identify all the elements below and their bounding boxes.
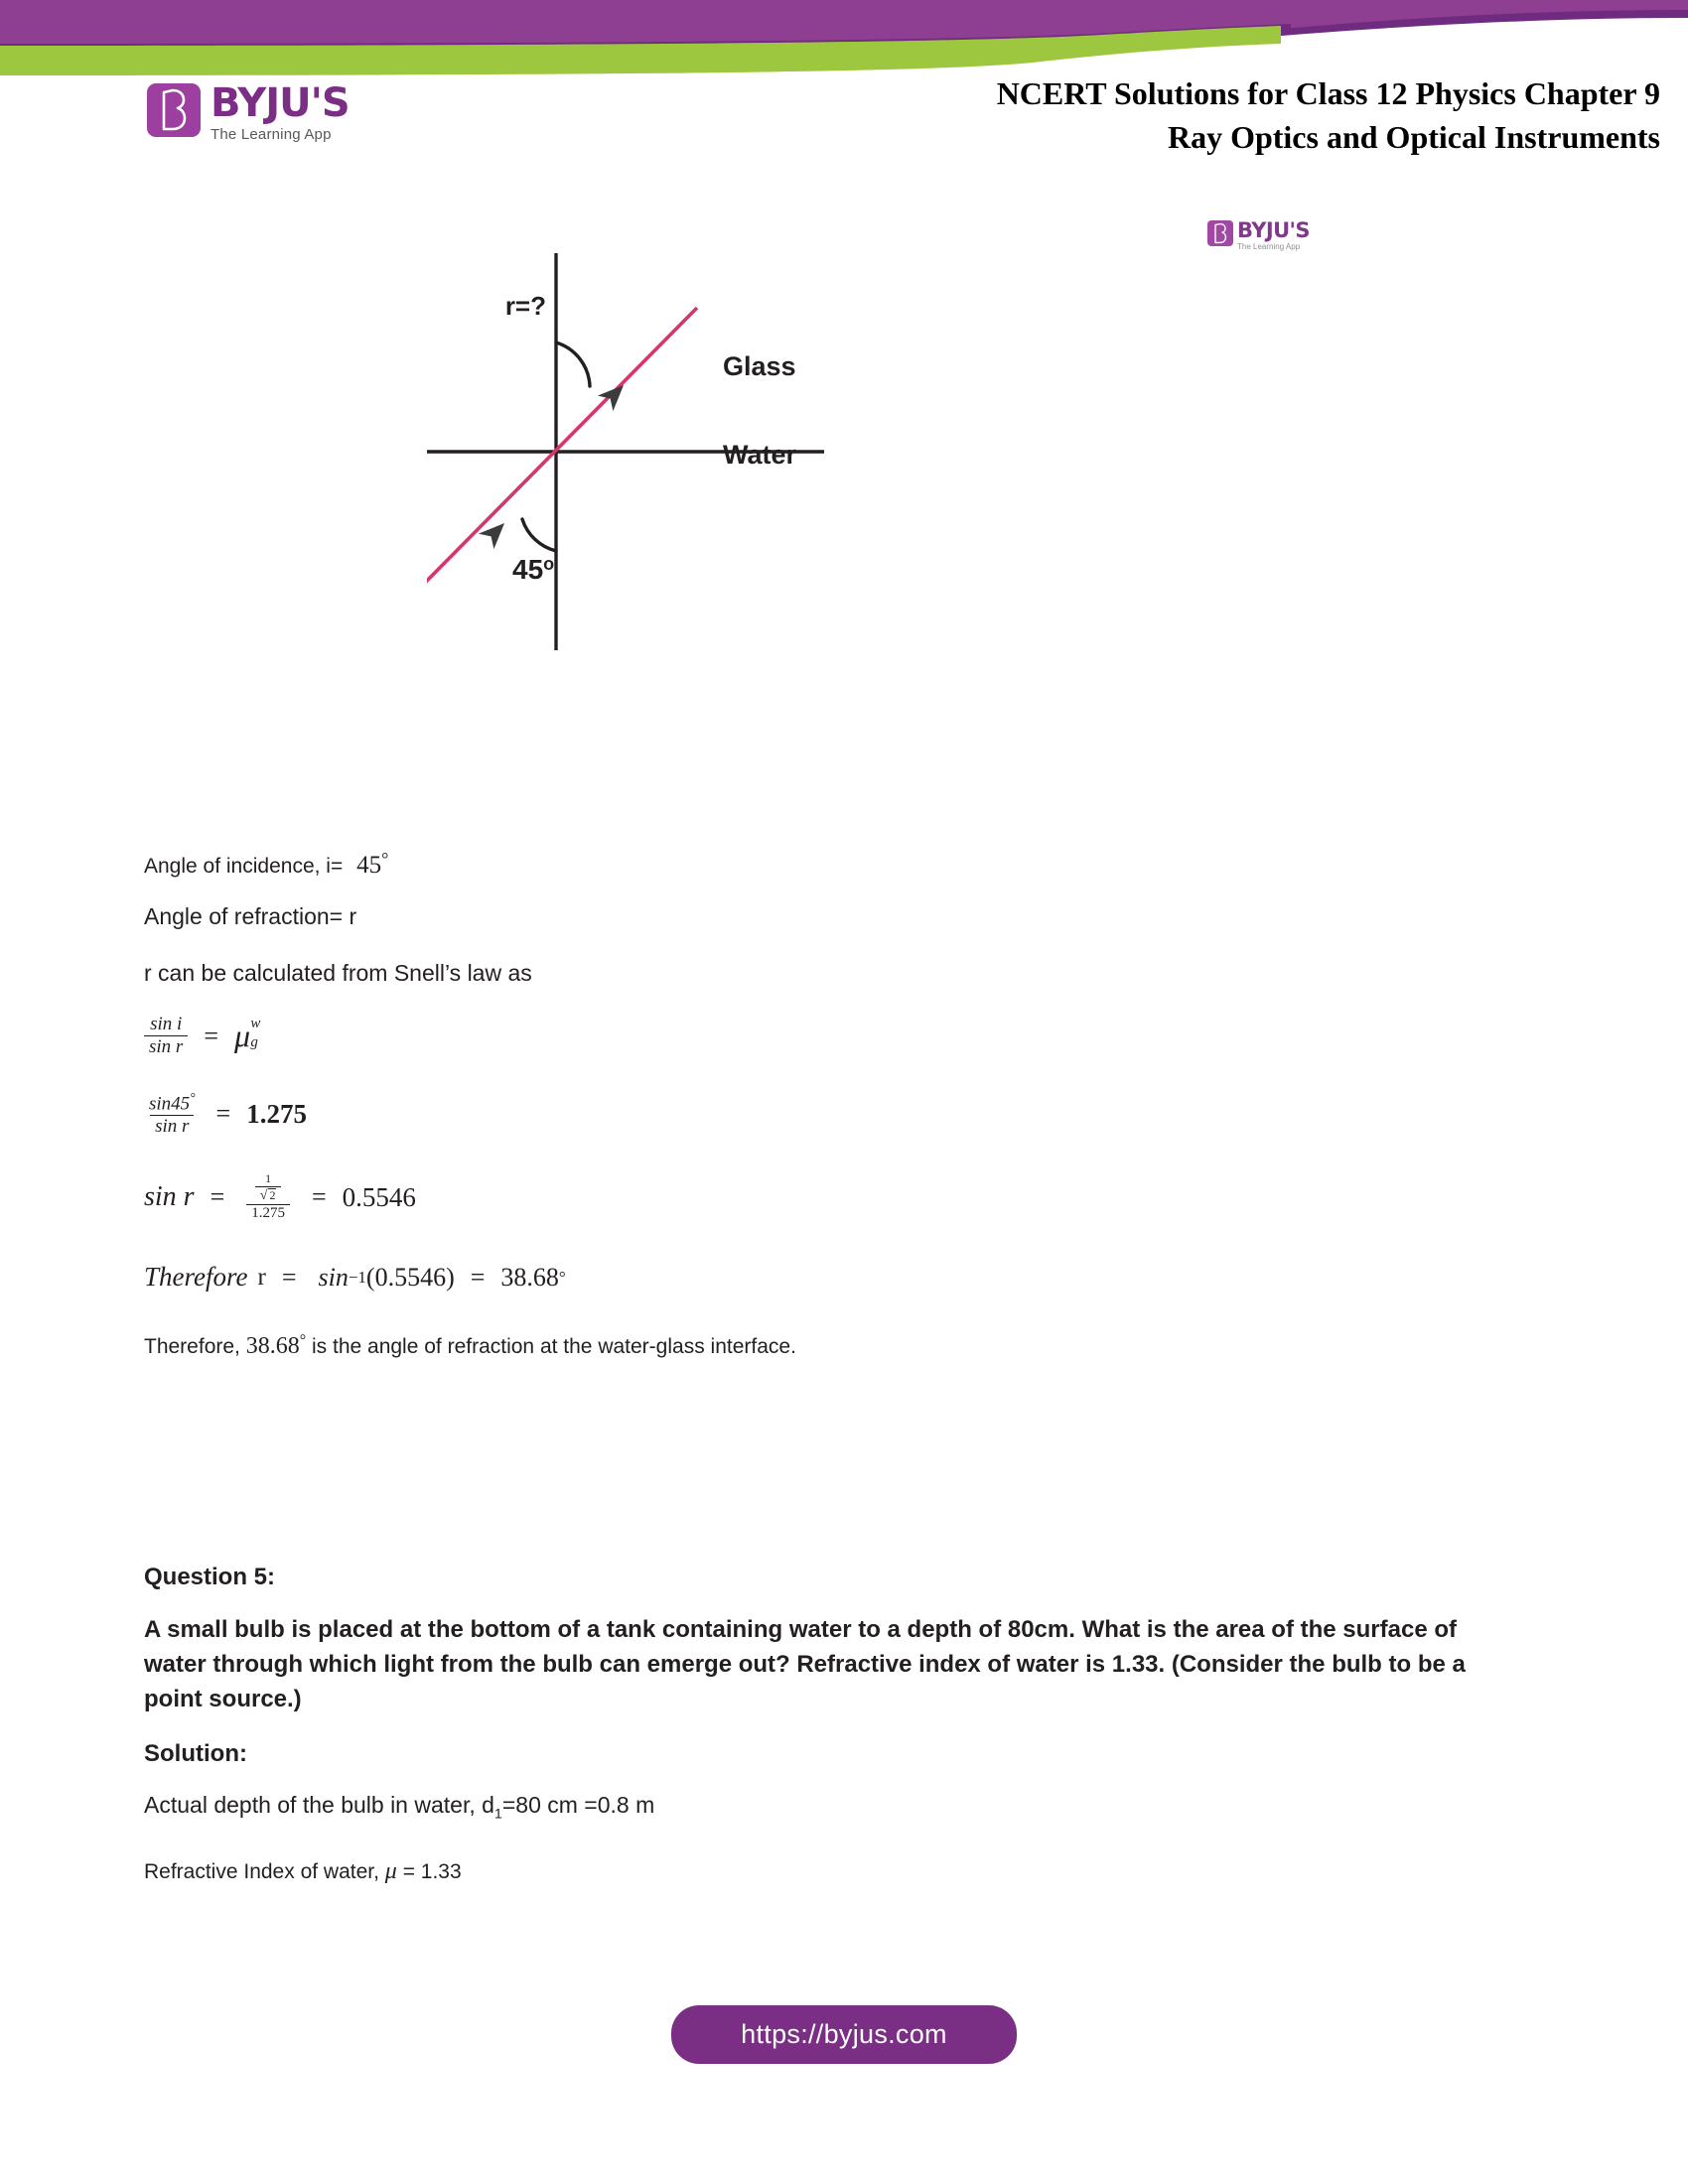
byjus-url-button[interactable]: https://byjus.com bbox=[671, 2005, 1017, 2064]
actual-depth-subscript: 1 bbox=[493, 1806, 502, 1823]
equation1-equals: = bbox=[204, 1021, 218, 1050]
equation2-denominator: sin r bbox=[150, 1115, 194, 1137]
equation2-numerator-degree: ° bbox=[190, 1089, 196, 1105]
watermark-b-logo-icon bbox=[1207, 220, 1233, 246]
equation1-numerator: sin i bbox=[150, 1014, 183, 1035]
arcsin-argument: (0.5546) bbox=[365, 1262, 455, 1292]
inner-fraction-one-over-sqrt2 bbox=[255, 1172, 282, 1203]
mu-superscript-w: w bbox=[250, 1016, 261, 1032]
masthead bbox=[0, 71, 1688, 181]
angle-of-incidence-degree: ° bbox=[381, 849, 389, 869]
refractive-index-value: = 1.33 bbox=[402, 1859, 462, 1883]
watermark-logo bbox=[1207, 220, 1310, 251]
equation-sin45-ratio bbox=[144, 1091, 1564, 1137]
question-5-text: A small bulb is placed at the bottom of a tank containing water to a depth of 80cm. What is the area of the surface of water through which light from the bulb can emerge out? Refractive index of water is 1.33. (Consider the bulb to be a point source.) bbox=[144, 1616, 1466, 1712]
equation2-equals: = bbox=[215, 1099, 231, 1129]
arrow-head-icon bbox=[598, 377, 632, 411]
equation3-equals-2: = bbox=[312, 1182, 327, 1212]
mu-symbol: μ bbox=[234, 1018, 251, 1054]
conclusion-degree: ° bbox=[299, 1332, 307, 1350]
byjus-logo bbox=[147, 80, 350, 143]
refractive-index-symbol-group bbox=[234, 1016, 261, 1054]
arcsin-function: sin bbox=[318, 1262, 349, 1292]
page-title-line-1: NCERT Solutions for Class 12 Physics Chapter 9 bbox=[996, 75, 1660, 111]
equation2-numerator bbox=[144, 1091, 201, 1115]
light-ray bbox=[427, 308, 697, 591]
nested-fraction bbox=[250, 1172, 287, 1204]
glass-medium-label: Glass bbox=[723, 351, 796, 381]
question-5-solution-heading: Solution: bbox=[144, 1740, 247, 1768]
angle-of-incidence-value: 45 bbox=[356, 852, 382, 879]
refractive-index-line bbox=[144, 1858, 1564, 1885]
ray-optics-diagram bbox=[427, 253, 1142, 809]
sqrt-radicand: 2 bbox=[269, 1187, 276, 1202]
equation4-result-degree: ° bbox=[558, 1267, 566, 1287]
sqrt-radical-icon: √ bbox=[259, 1187, 268, 1203]
ray-diagram-svg bbox=[427, 253, 1142, 809]
arcsin-exponent: −1 bbox=[348, 1267, 366, 1287]
refraction-angle-label: r=? bbox=[504, 291, 546, 321]
byjus-wordmark: BYJU'S bbox=[211, 80, 350, 126]
equation4-equals-2: = bbox=[470, 1262, 486, 1292]
actual-depth-suffix: =80 cm =0.8 m bbox=[501, 1792, 655, 1819]
angle-of-incidence-label: Angle of incidence, i= bbox=[144, 855, 344, 878]
refraction-angle-arc bbox=[556, 342, 590, 386]
equation4-variable: r bbox=[257, 1263, 266, 1291]
angle-of-refraction-line: Angle of refraction= r bbox=[144, 903, 357, 929]
fraction-sin-i-over-sin-r bbox=[144, 1015, 188, 1057]
watermark-wordmark: BYJU'S bbox=[1237, 218, 1310, 242]
equation3-result: 0.5546 bbox=[342, 1181, 416, 1212]
incidence-angle-label: 45$^o$ bbox=[512, 554, 555, 585]
watermark-text bbox=[1237, 220, 1310, 251]
angle-of-incidence-line bbox=[144, 849, 1564, 880]
question-5-block bbox=[144, 1564, 1564, 1885]
equation-snells-ratio bbox=[144, 1015, 1564, 1057]
equation3-inner-numerator: 1 bbox=[265, 1171, 272, 1186]
equation-sin-r-value bbox=[144, 1172, 1564, 1222]
equation4-result: 38.68 bbox=[500, 1262, 559, 1292]
mu-subscript-g: g bbox=[250, 1034, 258, 1051]
equation2-numerator-text: sin45 bbox=[149, 1093, 191, 1115]
equation3-inner-denominator bbox=[255, 1186, 282, 1204]
b-glyph-icon bbox=[147, 83, 201, 137]
water-medium-label: Water bbox=[723, 440, 797, 470]
byjus-tagline: The Learning App bbox=[211, 126, 332, 143]
equation2-result: 1.275 bbox=[246, 1098, 307, 1129]
fraction-one-over-sqrt2-over-1275 bbox=[246, 1172, 290, 1222]
conclusion-prefix: Therefore, bbox=[144, 1335, 240, 1359]
fraction-sin45-over-sin-r bbox=[144, 1091, 201, 1137]
question-5-heading: Question 5: bbox=[144, 1564, 276, 1590]
watermark-b-glyph-icon bbox=[1207, 220, 1233, 246]
conclusion-line bbox=[144, 1332, 1564, 1360]
conclusion-suffix: is the angle of refraction at the water-glass interface. bbox=[311, 1335, 796, 1359]
byjus-logo-text bbox=[211, 80, 350, 143]
equation-final-r bbox=[144, 1262, 1564, 1293]
equation3-outer-denominator: 1.275 bbox=[246, 1204, 290, 1222]
watermark-tagline: The Learning App bbox=[1237, 242, 1301, 251]
actual-depth-prefix: Actual depth of the bulb in water, d bbox=[144, 1792, 494, 1819]
solution-body bbox=[144, 849, 1564, 1382]
page-title-line-2: Ray Optics and Optical Instruments bbox=[1167, 119, 1660, 156]
equation3-lhs: sin r bbox=[144, 1181, 195, 1213]
arrow-head-icon bbox=[479, 515, 512, 549]
equation3-equals-1: = bbox=[210, 1182, 225, 1212]
incidence-angle-arc bbox=[522, 519, 556, 551]
actual-depth-line bbox=[144, 1792, 1564, 1823]
conclusion-value: 38.68 bbox=[245, 1333, 300, 1360]
refractive-index-prefix: Refractive Index of water, bbox=[144, 1859, 379, 1883]
therefore-word: Therefore bbox=[144, 1262, 248, 1293]
equation1-denominator: sin r bbox=[144, 1035, 188, 1057]
refractive-index-mu-symbol: μ bbox=[384, 1857, 397, 1884]
byjus-b-logo-icon bbox=[147, 83, 201, 137]
degree-symbol: o bbox=[543, 554, 555, 574]
snells-law-intro: r can be calculated from Snell’s law as bbox=[144, 960, 532, 987]
page-footer bbox=[0, 2005, 1688, 2064]
equation4-equals-1: = bbox=[281, 1262, 297, 1292]
page-title bbox=[667, 71, 1660, 159]
